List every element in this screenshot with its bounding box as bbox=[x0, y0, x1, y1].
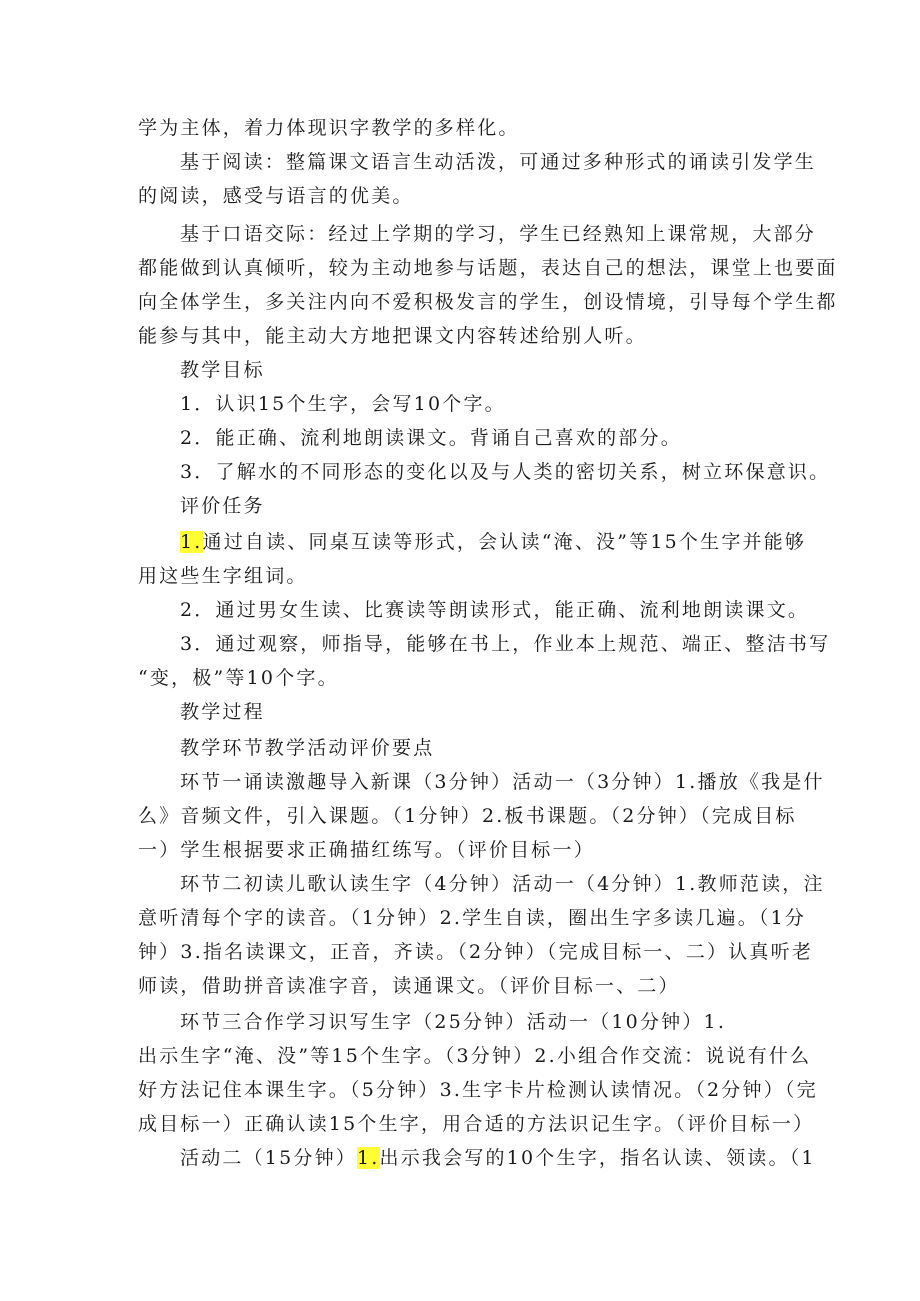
list-item: 1．认识15个生字，会写10个字。 bbox=[180, 393, 506, 415]
list-item: 2．通过男女生读、比赛读等朗读形式，能正确、流利地朗读课文。 bbox=[180, 599, 810, 621]
activity-label: 活动二（15分钟） bbox=[180, 1147, 357, 1169]
text-line: 基于口语交际：经过上学期的学习，学生已经熟知上课常规，大部分 bbox=[180, 223, 817, 245]
list-item: 2．能正确、流利地朗读课文。背诵自己喜欢的部分。 bbox=[180, 427, 682, 449]
highlighted-number: 1. bbox=[356, 1147, 380, 1169]
text-line bbox=[180, 1146, 816, 1170]
text-line: 环节三合作学习识写生字（25分钟）活动一（10分钟）1. bbox=[180, 1011, 727, 1033]
text-line: 一）学生根据要求正确描红练写。（评价目标一） bbox=[138, 839, 595, 861]
list-item bbox=[180, 530, 806, 554]
text-line: 环节一诵读激趣导入新课（3分钟）活动一（3分钟）1.播放《我是什 bbox=[180, 771, 825, 793]
activity-text: 出示我会写的10个生字，指名认读、领读。（1 bbox=[379, 1147, 816, 1169]
text-line: 好方法记住本课生字。（5分钟）3.生字卡片检测认读情况。（2分钟）（完 bbox=[138, 1079, 818, 1101]
section-heading: 评价任务 bbox=[180, 495, 265, 517]
section-heading: 教学目标 bbox=[180, 359, 265, 381]
list-item: 3．通过观察，师指导，能够在书上，作业本上规范、端正、整洁书写 bbox=[180, 633, 831, 655]
text-line: 学为主体，着力体现识字教学的多样化。 bbox=[138, 117, 520, 139]
text-line: 都能做到认真倾听，较为主动地参与话题，表达自己的想法，课堂上也要面 bbox=[138, 257, 838, 279]
text-line: 师读，借助拼音读准字音，读通课文。（评价目标一、二） bbox=[138, 975, 680, 997]
text-line: “变，极”等10个字。 bbox=[138, 667, 339, 689]
highlighted-number: 1. bbox=[180, 531, 203, 553]
text-line: 钟）3.指名读课文，正音，齐读。（2分钟）（完成目标一、二）认真听老 bbox=[138, 941, 814, 963]
text-line: 向全体学生，多关注内向不爱积极发言的学生，创设情境，引导每个学生都 bbox=[138, 291, 838, 313]
text-line: 么》音频文件，引入课题。（1分钟）2.板书课题。（2分钟）（完成目标 bbox=[138, 805, 797, 827]
list-item: 3．了解水的不同形态的变化以及与人类的密切关系，树立环保意识。 bbox=[180, 461, 831, 483]
text-line: 的阅读，感受与语言的优美。 bbox=[138, 185, 414, 207]
section-heading: 教学过程 bbox=[180, 701, 265, 723]
list-item-text: 通过自读、同桌互读等形式，会认读“淹、没”等15个生字并能够 bbox=[202, 531, 807, 553]
text-line: 环节二初读儿歌认读生字（4分钟）活动一（4分钟）1.教师范读，注 bbox=[180, 873, 825, 895]
text-line: 成目标一）正确认读15个生字，用合适的方法识记生字。（评价目标一） bbox=[138, 1113, 815, 1135]
table-header-text: 教学环节教学活动评价要点 bbox=[180, 737, 435, 759]
text-line: 能参与其中，能主动大方地把课文内容转述给别人听。 bbox=[138, 325, 647, 347]
text-line: 意听清每个字的读音。（1分钟）2.学生自读，圈出生字多读几遍。（1分 bbox=[138, 907, 807, 929]
text-line: 用这些生字组词。 bbox=[138, 565, 308, 587]
text-line: 基于阅读：整篇课文语言生动活泼，可通过多种形式的诵读引发学生 bbox=[180, 151, 817, 173]
text-line: 出示生字“淹、没”等15个生字。（3分钟）2.小组合作交流：说说有什么 bbox=[138, 1045, 812, 1067]
